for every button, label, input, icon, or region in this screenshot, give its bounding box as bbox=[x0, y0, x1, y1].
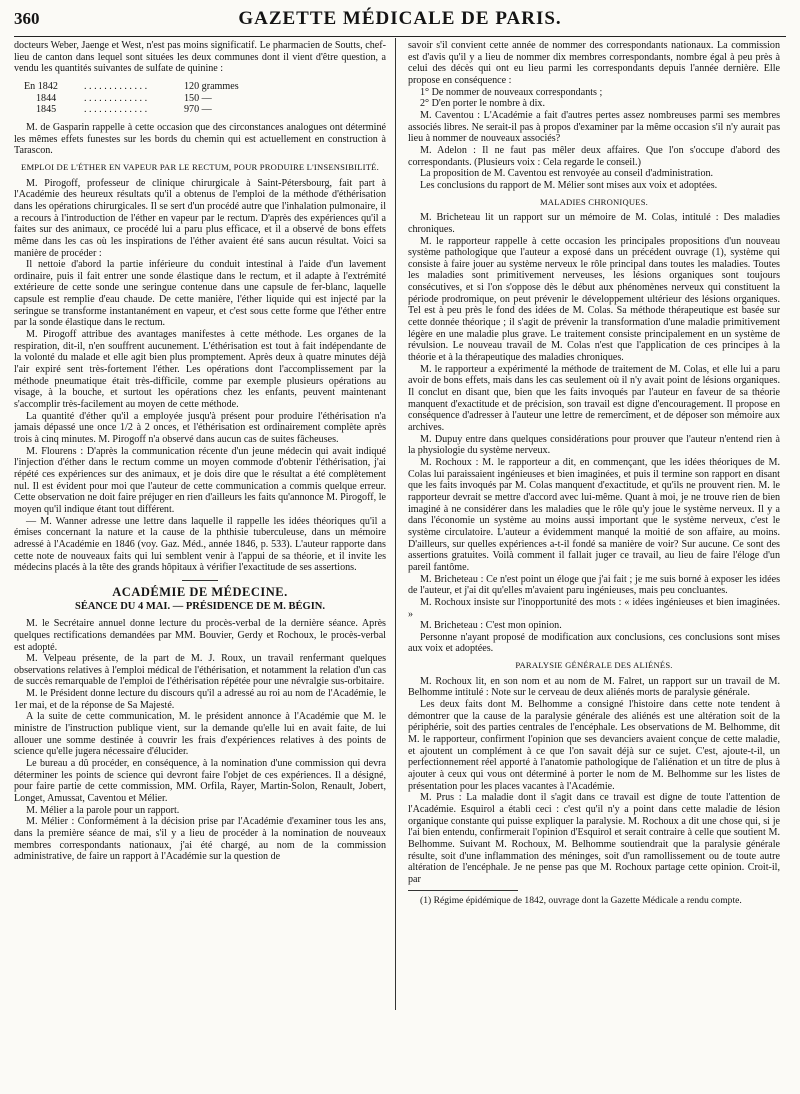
paragraph: M. Caventou : L'Académie a fait d'autres pertes assez nombreuses parmi ses membres associés libres. Ne serait-il pas à propos d'examiner par la même occasion s'il n'y aurait pas lieu à nommer de nouveaux associés? bbox=[408, 109, 780, 145]
paragraph: La proposition de M. Caventou est renvoyée au conseil d'administration. bbox=[420, 168, 714, 180]
left-column bbox=[14, 40, 386, 1090]
paragraph: M. Pirogoff, professeur de clinique chirurgicale à Saint-Pétersbourg, fait part à l'Académie des heureux résultats qu'il a obtenus de l'emploi de la méthode d'éthérisation dans les opérations chirurgicales. Il se sert d'un procédé autre que l'inhalation pulmonaire, il a recours à l'introduction de l'éther en vapeur par le rectum. D'après des expériences qu'il a faites sur des animaux, ce procédé lui a paru plus efficace, et il a observé de bons effets même dans les cas où les inspirations de l'éther avaient été sans aucun résultat. Voici sa manière de procéder : bbox=[14, 177, 386, 259]
quinine-table bbox=[24, 81, 386, 116]
list-item: 2° D'en porter le nombre à dix. bbox=[420, 98, 545, 110]
table-year: 1845 bbox=[36, 104, 57, 116]
paragraph: M. Prus : La maladie dont il s'agit dans ce travail est digne de toute l'attention de l'Académie. Esquirol a établi ceci : c'est qu'il n'y a point dans cette maladie de lésion organique constante qui puisse expliquer la paralysie. M. Rochoux a dit une chose qui, si je l'ai bien entendu, confirmerait l'opinion d'Esquirol et serait contraire à celle que soutient M. Belhomme. Suivant M. Rochoux, M. Belhomme soutiendrait que la paralysie générale résulte, soit d'une inflammation des méninges, soit d'un ramollissement ou de toute autre altération de l'encéphale. Je ne pense pas que M. Rochoux partage cette opinion. Croit-il, par bbox=[408, 792, 780, 885]
table-dots: . . . . . . . . . . . . . bbox=[84, 104, 148, 116]
paragraph: La quantité d'éther qu'il a employée jusqu'à présent pour produire l'éthérisation n'a jamais dépassé une once 1/2 à 2 onces, et l'éthérisation est ordinairement complète après trois à cinq minutes. M. Pirogoff n'a observé dans aucun cas de suites fâcheuses. bbox=[14, 410, 386, 445]
paragraph: M. le Président donne lecture du discours qu'il a adressé au roi au nom de l'Académie, le 1er mai, et de la réponse de Sa Majesté. bbox=[14, 688, 386, 711]
paragraph: M. le Secrétaire annuel donne lecture du procès-verbal de la dernière séance. Après quelques rectifications demandées par MM. Bouvier, Gerdy et Rochoux, le procès-verbal est adopté. bbox=[14, 618, 386, 653]
paragraph: M. Bricheteau lit un rapport sur un mémoire de M. Colas, intitulé : Des maladies chroniques. bbox=[408, 212, 780, 235]
table-dots: . . . . . . . . . . . . . bbox=[84, 80, 148, 92]
paragraph: M. Bricheteau : C'est mon opinion. bbox=[420, 620, 562, 632]
paragraph: M. Mélier : Conformément à la décision prise par l'Académie d'examiner tous les ans, dans la première séance de mai, s'il y a lieu de procéder à la nomination de nouveaux membres correspondants nationaux, j'ai été chargé, au nom de la commission administrative, de faire un rapport à l'Académie sur la question de bbox=[14, 816, 386, 863]
paragraph: M. Rochoux lit, en son nom et au nom de M. Falret, un rapport sur un travail de M. Belhomme intitulé : Note sur le cerveau de deux aliénés morts de paralysie générale. bbox=[408, 675, 780, 699]
section-heading: PARALYSIE GÉNÉRALE DES ALIÉNÉS. bbox=[515, 660, 673, 671]
session-heading: SÉANCE DU 4 MAI. — PRÉSIDENCE DE M. BÉGIN. bbox=[75, 600, 325, 612]
paragraph: M. Rochoux insiste sur l'inopportunité des mots : « idées ingénieuses et bien imaginées. » bbox=[408, 596, 780, 620]
column-divider bbox=[395, 38, 396, 1010]
page-header bbox=[14, 0, 786, 38]
paragraph: M. Rochoux : M. le rapporteur a dit, en commençant, que les idées théoriques de M. Colas lui paraissaient ingénieuses et bien imaginées, et puis il termine son rapport en disant que les faits invoqués par M. Colas manquent d'exactitude, et qu'ils ne prouvent rien. M. le rapporteur devrait se mettre d'accord avec lui-même. Quant à moi, je ne trouve rien de bien imaginé à ne considérer dans les maladies que le rôle qu'y joue le système nerveux. Il y a dans l'économie un système au moins aussi important que le système nerveux, c'est le système circulatoire. L'auteur a évidemment manqué la moitié de son affaire, au moins. D'ailleurs, sur quelles expériences a-t-il fondé sa manière de voir? Sur aucune. Ce sont des assertions gratuites. Voilà comment il fallait juger ce travail, au lieu de faire l'éloge d'un pareil fantôme. bbox=[408, 456, 780, 573]
right-column bbox=[408, 40, 780, 1090]
footnote: (1) Régime épidémique de 1842, ouvrage dont la Gazette Médicale a rendu compte. bbox=[420, 894, 742, 906]
paragraph: M. Dupuy entre dans quelques considérations pour prouver que l'auteur n'entend rien à la physiologie du système nerveux. bbox=[408, 433, 780, 457]
footnote-rule bbox=[408, 890, 518, 891]
table-row bbox=[24, 81, 386, 93]
paragraph: Les conclusions du rapport de M. Mélier sont mises aux voix et adoptées. bbox=[420, 179, 718, 191]
paragraph: M. Velpeau présente, de la part de M. J. Roux, un travail renfermant quelques observations relatives à l'emploi médical de l'éthérisation, et notamment la relation d'un cas de succès remarquable de l'emploi de l'éthérisation répétée pour une névralgie sus-orbitaire. bbox=[14, 653, 386, 688]
table-value: 120 grammes bbox=[184, 80, 239, 92]
table-value: 970 — bbox=[184, 104, 212, 116]
paragraph: M. Mélier a la parole pour un rapport. bbox=[26, 804, 180, 816]
page-number: 360 bbox=[14, 9, 40, 28]
paragraph: M. Pirogoff attribue des avantages manifestes à cette méthode. Les organes de la respiration, dit-il, n'en souffrent aucunement. L'éthérisation est tout à fait indépendante de la volonté du malade et elle agit bien plus promptement. Après deux à quatre minutes déjà l'air expiré sent très-fortement l'éther. Les opérations dont l'accomplissement par la méthode pneumatique était très-difficile, comme par exemple plusieurs opérations au visage, à la bouche, et surtout les opérations chez les enfants, peuvent maintenant s'accomplir très-facilement au moyen de cette méthode. bbox=[14, 329, 386, 411]
paragraph: Il nettoie d'abord la partie inférieure du conduit intestinal à l'aide d'un lavement ordinaire, puis il fait entrer une sonde élastique dans le rectum, et il adapte à l'extrémité extérieure de cette sonde une seringue contenue dans une capsule de fer-blanc, laquelle capsule est remplie d'eau chaude. De cette manière, l'éther liquide qui est injecté par la seringue se transforme instantanément en vapeur, et c'est sous cette forme que l'éther entre par la sonde élastique dans le rectum. bbox=[14, 259, 386, 329]
paragraph: Les deux faits dont M. Belhomme a consigné l'histoire dans cette note tendent à démontrer que la cause de la paralysie générale des aliénés est une altération soit de la périphérie, soit des parties centrales de l'encéphale. Les observations de M. Belhomme, dit M. le rapporteur, confirment l'opinion que ses devanciers avaient conçue de cette maladie, et ajoutent un complément à ce que l'on savait déjà sur ce sujet. C'est, ajoute-t-il, un perfectionnement réel apporté à l'anatomie pathologique de l'aliénation et un titre de plus à ajouter à ceux qui vous ont déterminé à porter le nom de M. Belhomme sur les listes de présentation pour les places vacantes à l'Académie. bbox=[408, 699, 780, 792]
paragraph: A la suite de cette communication, M. le président annonce à l'Académie que M. le ministre de l'instruction publique vient, sur la demande qu'elle lui en avait faite, de lui allouer une somme destinée à couvrir les frais d'expériences relatives à des points de science qu'elle jugera nécessaire d'élucider. bbox=[14, 711, 386, 758]
paragraph: Le bureau a dû procéder, en conséquence, à la nomination d'une commission qui devra déterminer les points de science qui devront faire l'objet de ces expériences. Il a désigné, pour faire partie de cette commission, MM. Orfila, Rayer, Martin-Solon, Renault, Jobert, Longet, Amussat, Caventou et Mélier. bbox=[14, 758, 386, 805]
paragraph: — M. Wanner adresse une lettre dans laquelle il rappelle les idées théoriques qu'il a émises concernant la nature et la cause de la phthisie tuberculeuse, dans un mémoire adressé à l'Académie en 1846 (voy. Gaz. Méd., année 1846, p. 533). L'auteur rapporte dans cette note de nouveaux faits qui lui semblent venir à l'appui de sa théorie, et il invite les médecins placés à la tête des grands hôpitaux à vérifier l'exactitude de ses assertions. bbox=[14, 515, 386, 574]
paragraph: docteurs Weber, Jaenge et West, n'est pas moins significatif. Le pharmacien de Soutts, chef-lieu de canton dans lequel sont situées les deux communes dont il vient d'être question, a vendu les quantités suivantes de sulfate de quinine : bbox=[14, 40, 386, 75]
paragraph: M. Flourens : D'après la communication récente d'un jeune médecin qui avait indiqué l'injection d'éther dans le rectum comme un moyen commode d'obtenir l'éthérisation, j'ai répété ces expériences sur des animaux, et je dois dire que le résultat a été complètement nul. Il est évident pour moi que l'auteur de cette communication a commis quelque erreur. Cette observation ne doit faire préjuger en rien d'ailleurs les faits qu'annonce M. Pirogoff, le moyen qu'il indique étant tout différent. bbox=[14, 445, 386, 515]
header-rule bbox=[14, 36, 786, 37]
paragraph: M. Bricheteau : Ce n'est point un éloge que j'ai fait ; je me suis borné à exposer les idées de l'auteur, et j'ai dit qu'elles m'avaient paru ingénieuses, mais peu concluantes. bbox=[408, 573, 780, 597]
table-row bbox=[24, 104, 386, 116]
table-year: 1844 bbox=[36, 92, 57, 104]
table-row bbox=[24, 93, 386, 105]
paragraph: savoir s'il convient cette année de nommer des correspondants nationaux. La commission est d'avis qu'il y a lieu de nommer dix membres correspondants, nombre égal à peu près à celui des décès qui ont eu lieu parmi les correspondants depuis l'année dernière. Elle propose en conséquence : bbox=[408, 40, 780, 86]
paragraph: M. Adelon : Il ne faut pas mêler deux affaires. Que l'on s'occupe d'abord des correspondants. (Plusieurs voix : Cela regarde le conseil.) bbox=[408, 144, 780, 168]
section-heading: MALADIES CHRONIQUES. bbox=[539, 196, 649, 207]
paragraph: M. de Gasparin rappelle à cette occasion que des circonstances analogues ont déterminé les mêmes effets funestes sur les bords du chemin qui est actuellement en construction à Tarascon. bbox=[14, 121, 386, 157]
table-value: 150 — bbox=[184, 92, 212, 104]
paragraph: M. le rapporteur rappelle à cette occasion les principales propositions d'un nouveau système pathologique que l'auteur a exposé dans un précédent ouvrage (1), système qui consiste à faire jouer au système nerveux le rôle principal dans toutes les maladies. Toutes les maladies sont primitivement nerveuses, les lésions organiques sont toujours consécutives, et si l'on s'oppose dès le début aux phénomènes nerveux qui constituent la période prodromique, on peut prévenir le développement ultérieur des lésions organiques. Tel est à peu près le fond des idées de M. Colas. Sa méthode thérapeutique est basée sur cette donnée théorique ; il s'agit de prévenir la transformation d'une maladie primitivement légère en une maladie plus grave. Le traitement consiste principalement en un système de révulsion. Le nouveau travail de M. Colas n'est que l'application de ces principes à la théorie et à la thérapeutique des maladies chroniques. bbox=[408, 235, 780, 364]
paragraph: M. le rapporteur a expérimenté la méthode de traitement de M. Colas, et elle lui a paru avoir de bons effets, mais dans les cas seulement où il n'y avait point de lésions organiques. Il conclut en disant que, bien que les faits invoqués par l'auteur en faveur de sa théorie manquent d'exactitude et de précision, son travail est digne d'encouragement. Il propose en conséquence d'adresser à l'auteur une lettre de remercîment, et de déposer son mémoire aux archives. bbox=[408, 363, 780, 433]
table-dots: . . . . . . . . . . . . . bbox=[84, 92, 148, 104]
journal-title: GAZETTE MÉDICALE DE PARIS. bbox=[238, 8, 562, 29]
separator bbox=[182, 580, 218, 581]
paragraph: Personne n'ayant proposé de modification aux conclusions, ces conclusions sont mises aux voix et adoptées. bbox=[408, 631, 780, 655]
section-heading: EMPLOI DE L'ÉTHER EN VAPEUR PAR LE RECTUM, POUR PRODUIRE L'INSENSIBILITÉ. bbox=[21, 161, 379, 172]
academy-title: ACADÉMIE DE MÉDECINE. bbox=[112, 584, 288, 599]
list-item: 1° De nommer de nouveaux correspondants ; bbox=[420, 86, 603, 98]
table-year: En 1842 bbox=[24, 80, 58, 92]
